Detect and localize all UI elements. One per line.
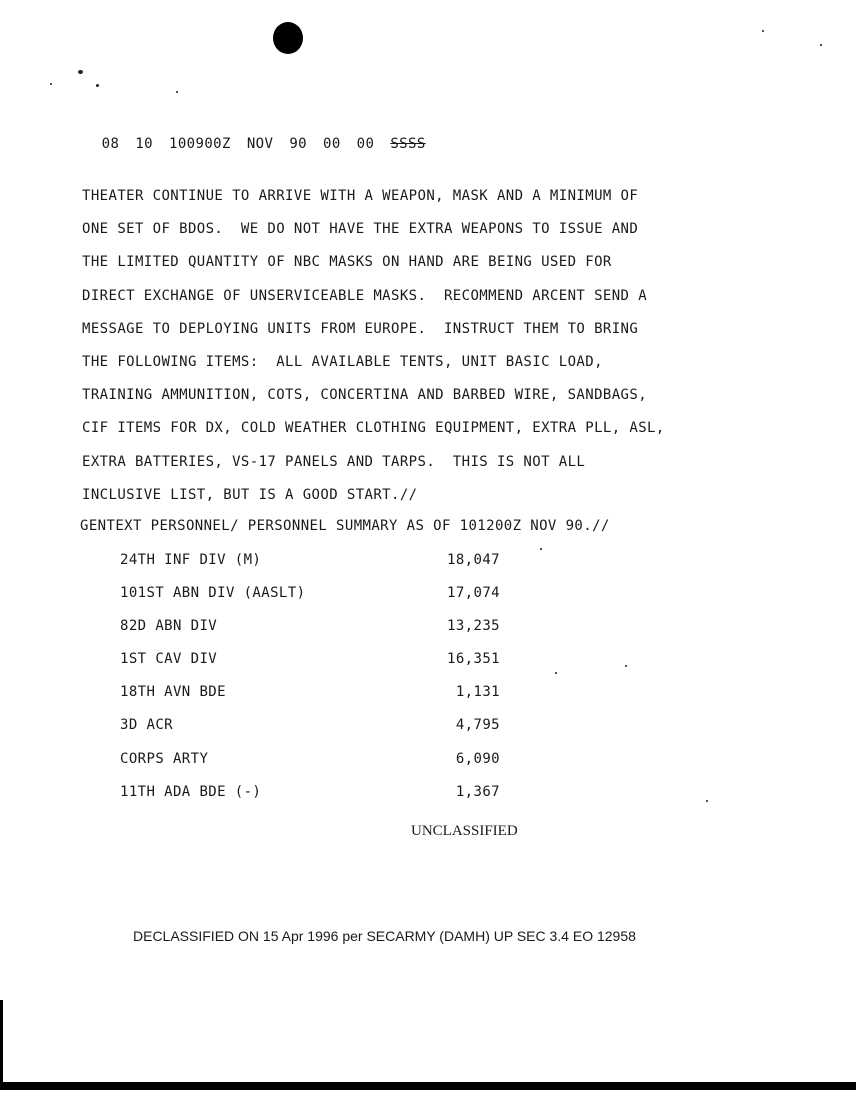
body-line: ONE SET OF BDOS. WE DO NOT HAVE THE EXTRA WEAPONS TO ISSUE AND [82,221,639,238]
header-field: NOV [246,136,274,152]
scan-speck [625,665,627,667]
scan-speck [555,672,557,674]
unit-count: 18,047 [447,552,500,568]
scan-speck [762,30,764,32]
scan-speck [820,44,822,46]
unit-name: 1ST CAV DIV [120,651,218,668]
header-field: 10 [135,136,154,152]
unit-count: 1,367 [455,783,500,800]
body-line: MESSAGE TO DEPLOYING UNITS FROM EUROPE. INSTRUCT THEM TO BRING [82,320,639,337]
message-header-line [84,120,442,152]
body-line: TRAINING AMMUNITION, COTS, CONCERTINA AND BARBED WIRE, SANDBAGS, [82,387,648,404]
header-field: 08 [101,136,120,152]
unit-count: 16,351 [447,651,500,668]
scan-speck [96,84,99,87]
scan-speck [540,548,542,550]
unit-count: 6,090 [455,750,500,767]
scan-speck [50,83,52,85]
unit-count: 17,074 [447,585,500,602]
unit-name: 82D ABN DIV [120,618,218,635]
unit-name: CORPS ARTY [120,750,209,767]
unit-count: 1,131 [455,684,500,701]
body-line: INCLUSIVE LIST, BUT IS A GOOD START.// [82,486,418,503]
classification-marking: UNCLASSIFIED [411,823,518,839]
body-line: THEATER CONTINUE TO ARRIVE WITH A WEAPON, MASK AND A MINIMUM OF [82,188,639,204]
scan-speck [706,800,708,802]
unit-name: 18TH AVN BDE [120,684,226,701]
declassification-stamp: DECLASSIFIED ON 15 Apr 1996 per SECARMY (DAMH) UP SEC 3.4 EO 12958 [133,928,636,944]
header-field: 00 [323,136,341,152]
scan-edge-left [0,1000,3,1090]
unit-name: 24TH INF DIV (M) [120,552,262,568]
scan-speck [176,91,178,93]
header-field: 00 [356,136,375,152]
header-field: 100900Z [169,136,231,152]
gentext-heading: GENTEXT PERSONNEL/ PERSONNEL SUMMARY AS OF 101200Z NOV 90.// [80,518,610,534]
message-body [82,186,782,518]
punch-hole-mark [273,22,303,54]
unit-count: 13,235 [447,618,500,635]
scan-speck [78,70,83,74]
body-line: EXTRA BATTERIES, VS-17 PANELS AND TARPS. THIS IS NOT ALL [82,453,586,470]
body-line: CIF ITEMS FOR DX, COLD WEATHER CLOTHING EQUIPMENT, EXTRA PLL, ASL, [82,420,665,437]
body-line: THE LIMITED QUANTITY OF NBC MASKS ON HAND ARE BEING USED FOR [82,254,612,271]
header-field: 90 [289,136,307,152]
unit-name: 101ST ABN DIV (AASLT) [120,585,306,602]
body-line: DIRECT EXCHANGE OF UNSERVICEABLE MASKS. RECOMMEND ARCENT SEND A [82,287,648,304]
unit-name: 3D ACR [120,717,173,734]
struck-code: SSSS [390,136,426,152]
unit-name: 11TH ADA BDE (-) [120,783,262,800]
scan-edge-bottom [0,1082,856,1090]
unit-count: 4,795 [455,717,500,734]
body-line: THE FOLLOWING ITEMS: ALL AVAILABLE TENTS, UNIT BASIC LOAD, [82,353,603,370]
